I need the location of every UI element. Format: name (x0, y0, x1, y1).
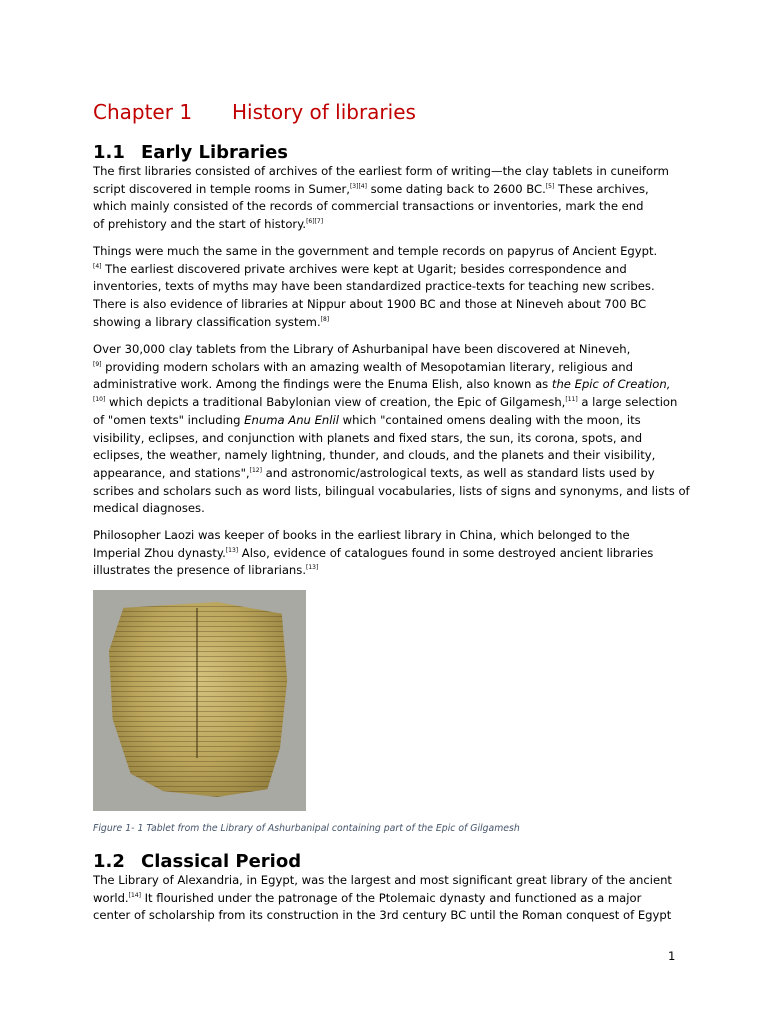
citation[interactable]: [3][4] (349, 182, 367, 190)
section-title: Early Libraries (141, 142, 289, 163)
paragraph-ancient-egypt: Things were much the same in the government and temple records on papyrus of Ancient Egypt. [4] The earliest discovered private archives were kept at Ugarit; besides correspondence and inventories, texts of myths may have been standardized practice-texts for teaching new scribes. There is also evidence of libraries at Nippur about 1900 BC and those at Nineveh about 700 BC showing a library classification system.[8] (93, 244, 658, 329)
section-number: 1.1 (93, 142, 125, 163)
citation[interactable]: [13] (225, 546, 239, 554)
paragraph-ashurbanipal: Over 30,000 clay tablets from the Library of Ashurbanipal have been discovered at Nineveh, [9] providing modern scholars with an amazing wealth of Mesopotamian literary, religious and administrative work. Among the findings were the Enuma Elish, also known as the Epic of Creation, [10] which depicts a traditional Babylonian view of creation, the Epic of Gilgamesh,[11] a large selection of "omen texts" including Enuma Anu Enlil which "contained omens dealing with the moon, its visibility, eclipses, and conjunction with planets and fixed stars, the sun, its corona, spots, and eclipses, the weather, namely lightning, thunder, and clouds, and the planets and their visibility, appearance, and stations",[12] and astronomic/astrological texts, as well as standard lists used by scribes and scholars such as word lists, bilingual vocabularies, lists of signs and synonyms, and lists of medical diagnoses. (93, 342, 690, 516)
citation[interactable]: [14] (128, 891, 141, 899)
section-heading-classical-period (93, 851, 301, 872)
section-number: 1.2 (93, 851, 125, 872)
citation[interactable]: [12] (249, 466, 262, 474)
citation[interactable]: [6][7] (306, 218, 324, 226)
citation[interactable]: [10] (93, 396, 106, 404)
tablet-photo (93, 590, 306, 811)
citation[interactable]: [9] (93, 360, 102, 368)
section-title: Classical Period (141, 851, 302, 872)
citation[interactable]: [11] (565, 396, 578, 404)
chapter-heading (93, 100, 416, 124)
citation[interactable]: [13] (306, 564, 319, 572)
section-heading-early-libraries (93, 142, 288, 163)
clay-tablet-image (109, 602, 289, 797)
paragraph-first-libraries: The first libraries consisted of archives of the earliest form of writing—the clay tablets in cuneiform script discovered in temple rooms in Sumer,[3][4] some dating back to 2600 BC.[5] These archives, which mainly consisted of the records of commercial transactions or inventories, mark the end of prehistory and the start of history.[6][7] (93, 164, 669, 232)
chapter-title: History of libraries (232, 100, 416, 124)
chapter-label: Chapter 1 (93, 100, 193, 124)
citation[interactable]: [4] (93, 262, 102, 270)
citation[interactable]: [8] (320, 315, 330, 323)
figure-caption: Figure 1- 1 Tablet from the Library of Ashurbanipal containing part of the Epic of Gilgamesh (93, 823, 520, 834)
citation[interactable]: [5] (545, 182, 555, 190)
paragraph-alexandria: The Library of Alexandria, in Egypt, was the largest and most significant great library of the ancient world.[14] It flourished under the patronage of the Ptolemaic dynasty and functioned as a major center of scholarship from its construction in the 3rd century BC until the Roman conquest of Egypt (93, 873, 672, 923)
paragraph-laozi: Philosopher Laozi was keeper of books in the earliest library in China, which belonged to the Imperial Zhou dynasty.[13] Also, evidence of catalogues found in some destroyed ancient libraries illustrates the presence of librarians.[13] (93, 528, 654, 578)
page-number: 1 (668, 949, 676, 963)
